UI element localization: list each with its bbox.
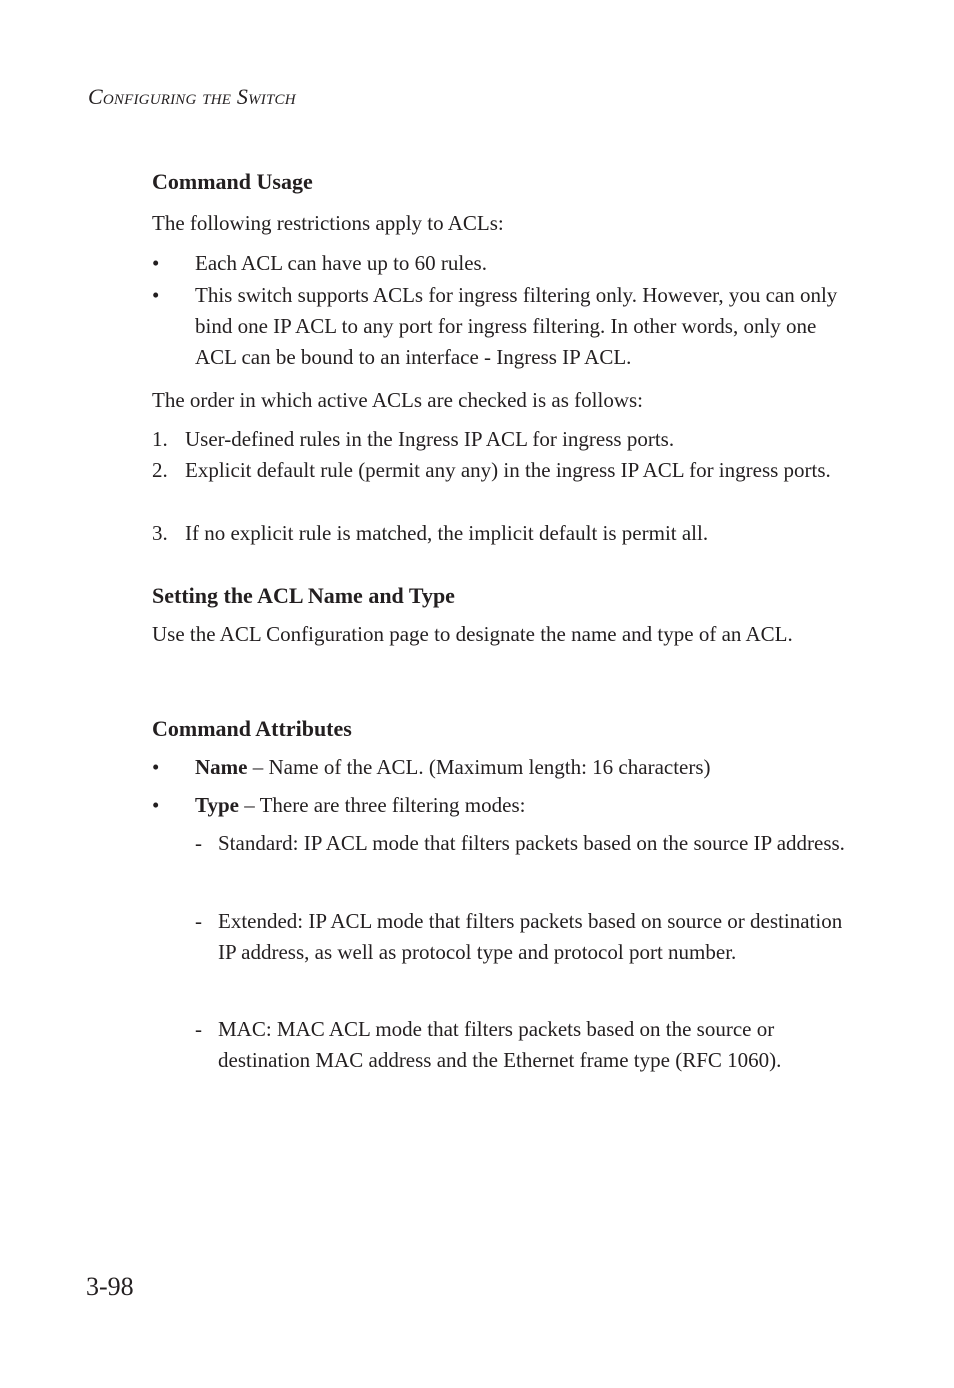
bullet-text: This switch supports ACLs for ingress filtering only. However, you can only bind one IP ACL to any port for ingress filtering. In other words, only one ACL can be bound to an interface - Ingress IP ACL. — [195, 283, 838, 369]
attribute-description: – There are three filtering modes: — [238, 793, 526, 817]
attribute-description: – Name of the ACL. (Maximum length: 16 characters) — [247, 755, 711, 779]
running-header-part1: Configuring the — [88, 84, 237, 109]
bullet-marker: • — [152, 251, 160, 275]
list-item — [152, 424, 852, 455]
order-intro: The order in which active ACLs are checked is as follows: — [152, 388, 644, 412]
list-item — [195, 906, 852, 968]
list-number: 1. — [152, 427, 168, 451]
dash-marker: - — [195, 1017, 202, 1041]
list-item — [152, 248, 852, 279]
bullet-marker: • — [152, 283, 160, 307]
mode-description: Standard: IP ACL mode that filters packets based on the source IP address. — [218, 831, 845, 855]
dash-marker: - — [195, 831, 202, 855]
attribute-term: Type — [195, 793, 239, 817]
list-item — [152, 455, 852, 486]
list-item — [152, 790, 852, 821]
list-text: If no explicit rule is matched, the implicit default is permit all. — [185, 521, 709, 545]
command-usage-intro: The following restrictions apply to ACLs: — [152, 211, 504, 235]
list-item — [152, 518, 852, 549]
list-number: 3. — [152, 521, 168, 545]
command-usage-heading: Command Usage — [152, 169, 313, 194]
list-number: 2. — [152, 458, 168, 482]
bullet-marker: • — [152, 755, 160, 779]
list-item — [152, 280, 852, 373]
bullet-text: Each ACL can have up to 60 rules. — [195, 251, 487, 275]
command-attributes-heading: Command Attributes — [152, 716, 352, 741]
list-item — [195, 828, 852, 859]
list-item — [195, 1014, 852, 1076]
list-item — [152, 752, 852, 783]
dash-marker: - — [195, 909, 202, 933]
page-number: 3-98 — [86, 1272, 134, 1301]
setting-acl-body: Use the ACL Configuration page to designate the name and type of an ACL. — [152, 622, 793, 646]
list-text: User-defined rules in the Ingress IP ACL for ingress ports. — [185, 427, 675, 451]
running-header-part2: Switch — [236, 84, 296, 109]
bullet-marker: • — [152, 793, 160, 817]
mode-description: MAC: MAC ACL mode that filters packets based on the source or destination MAC address and the Ethernet frame type (RFC 1060). — [218, 1017, 782, 1072]
attribute-entry — [195, 752, 852, 783]
attribute-entry — [195, 790, 852, 821]
attribute-term: Name — [195, 755, 248, 779]
list-text: Explicit default rule (permit any any) in the ingress IP ACL for ingress ports. — [185, 458, 831, 482]
running-header — [88, 84, 296, 110]
mode-description: Extended: IP ACL mode that filters packets based on source or destination IP address, as well as protocol type and protocol port number. — [218, 909, 843, 964]
setting-acl-heading: Setting the ACL Name and Type — [152, 583, 455, 608]
